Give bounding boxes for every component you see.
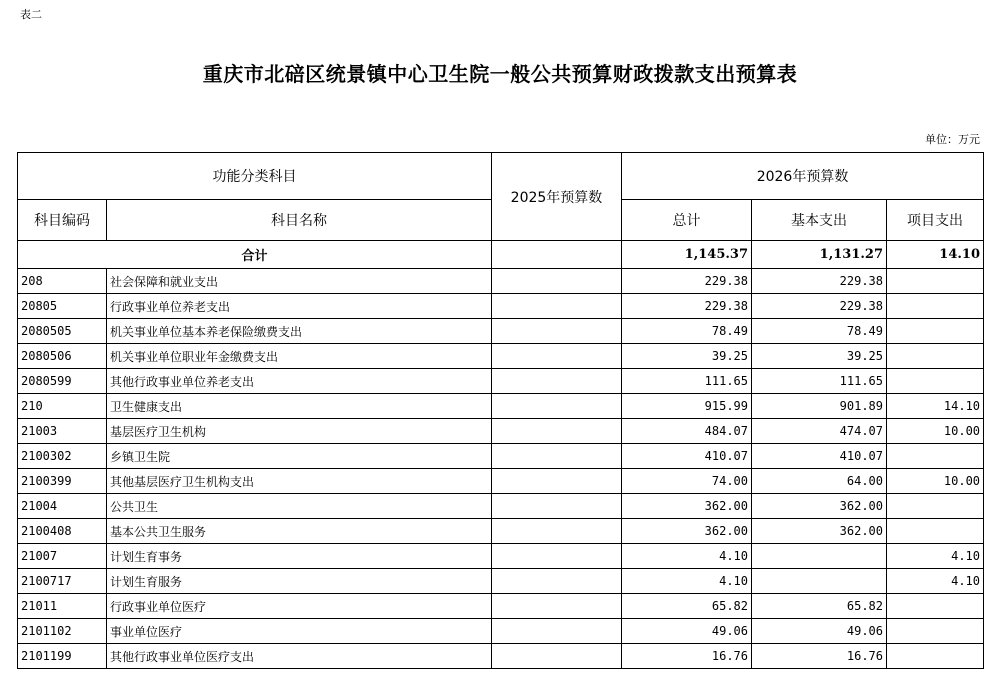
row-basic: 65.82 xyxy=(752,594,887,619)
table-number: 表二 xyxy=(20,8,42,21)
row-basic: 901.89 xyxy=(752,394,887,419)
row-project: 14.10 xyxy=(887,394,984,419)
row-project xyxy=(887,344,984,369)
row-prev xyxy=(492,294,622,319)
row-project xyxy=(887,644,984,669)
row-total: 229.38 xyxy=(622,269,752,294)
header-curr-year: 2026年预算数 xyxy=(622,153,984,200)
row-total: 111.65 xyxy=(622,369,752,394)
table-row xyxy=(18,294,984,319)
row-total: 4.10 xyxy=(622,544,752,569)
table-row xyxy=(18,494,984,519)
row-basic xyxy=(752,544,887,569)
row-total: 362.00 xyxy=(622,519,752,544)
row-project: 10.00 xyxy=(887,419,984,444)
budget-table xyxy=(17,152,984,669)
row-code: 2101102 xyxy=(18,619,107,644)
header-row-1 xyxy=(18,153,984,200)
row-total: 4.10 xyxy=(622,569,752,594)
row-name: 其他行政事业单位医疗支出 xyxy=(107,644,492,669)
page-title: 重庆市北碚区统景镇中心卫生院一般公共预算财政拨款支出预算表 xyxy=(202,62,798,86)
row-prev xyxy=(492,519,622,544)
row-project xyxy=(887,369,984,394)
row-project xyxy=(887,619,984,644)
table-row xyxy=(18,444,984,469)
row-basic xyxy=(752,569,887,594)
total-basic: 1,131.27 xyxy=(752,241,887,269)
row-name: 卫生健康支出 xyxy=(107,394,492,419)
row-project xyxy=(887,269,984,294)
total-row xyxy=(18,241,984,269)
row-basic: 16.76 xyxy=(752,644,887,669)
row-total: 49.06 xyxy=(622,619,752,644)
row-project xyxy=(887,319,984,344)
header-func-group: 功能分类科目 xyxy=(18,153,492,200)
table-row xyxy=(18,319,984,344)
row-prev xyxy=(492,444,622,469)
row-name: 公共卫生 xyxy=(107,494,492,519)
row-project: 4.10 xyxy=(887,569,984,594)
table-row xyxy=(18,544,984,569)
row-prev xyxy=(492,644,622,669)
row-project xyxy=(887,294,984,319)
header-name: 科目名称 xyxy=(107,200,492,241)
row-basic: 229.38 xyxy=(752,269,887,294)
row-total: 78.49 xyxy=(622,319,752,344)
table-row xyxy=(18,394,984,419)
row-code: 21004 xyxy=(18,494,107,519)
row-basic: 229.38 xyxy=(752,294,887,319)
header-basic: 基本支出 xyxy=(752,200,887,241)
row-name: 计划生育事务 xyxy=(107,544,492,569)
row-basic: 49.06 xyxy=(752,619,887,644)
row-name: 其他基层医疗卫生机构支出 xyxy=(107,469,492,494)
row-code: 208 xyxy=(18,269,107,294)
table-row xyxy=(18,619,984,644)
row-code: 2101199 xyxy=(18,644,107,669)
row-prev xyxy=(492,594,622,619)
row-basic: 78.49 xyxy=(752,319,887,344)
row-prev xyxy=(492,569,622,594)
row-prev xyxy=(492,319,622,344)
row-total: 39.25 xyxy=(622,344,752,369)
row-code: 2100717 xyxy=(18,569,107,594)
row-code: 210 xyxy=(18,394,107,419)
row-basic: 111.65 xyxy=(752,369,887,394)
row-total: 484.07 xyxy=(622,419,752,444)
row-project xyxy=(887,594,984,619)
row-name: 社会保障和就业支出 xyxy=(107,269,492,294)
table-row xyxy=(18,569,984,594)
row-code: 21011 xyxy=(18,594,107,619)
row-name: 计划生育服务 xyxy=(107,569,492,594)
header-total: 总计 xyxy=(622,200,752,241)
row-name: 其他行政事业单位养老支出 xyxy=(107,369,492,394)
row-prev xyxy=(492,344,622,369)
table-row xyxy=(18,269,984,294)
row-total: 65.82 xyxy=(622,594,752,619)
row-basic: 39.25 xyxy=(752,344,887,369)
unit-label: 单位：万元 xyxy=(925,133,980,146)
row-total: 410.07 xyxy=(622,444,752,469)
row-name: 基本公共卫生服务 xyxy=(107,519,492,544)
row-prev xyxy=(492,469,622,494)
table-row xyxy=(18,369,984,394)
row-prev xyxy=(492,369,622,394)
table-row xyxy=(18,519,984,544)
row-project: 4.10 xyxy=(887,544,984,569)
row-name: 机关事业单位职业年金缴费支出 xyxy=(107,344,492,369)
row-basic: 474.07 xyxy=(752,419,887,444)
total-total: 1,145.37 xyxy=(622,241,752,269)
header-project: 项目支出 xyxy=(887,200,984,241)
row-project: 10.00 xyxy=(887,469,984,494)
row-prev xyxy=(492,619,622,644)
row-name: 事业单位医疗 xyxy=(107,619,492,644)
row-total: 16.76 xyxy=(622,644,752,669)
row-code: 2080599 xyxy=(18,369,107,394)
total-label: 合计 xyxy=(18,241,492,269)
row-total: 915.99 xyxy=(622,394,752,419)
row-code: 2100408 xyxy=(18,519,107,544)
row-total: 229.38 xyxy=(622,294,752,319)
table-row xyxy=(18,644,984,669)
row-name: 基层医疗卫生机构 xyxy=(107,419,492,444)
row-prev xyxy=(492,419,622,444)
row-code: 2080505 xyxy=(18,319,107,344)
row-name: 行政事业单位养老支出 xyxy=(107,294,492,319)
total-prev xyxy=(492,241,622,269)
row-total: 362.00 xyxy=(622,494,752,519)
table-row xyxy=(18,344,984,369)
row-project xyxy=(887,519,984,544)
row-total: 74.00 xyxy=(622,469,752,494)
row-basic: 362.00 xyxy=(752,494,887,519)
row-code: 2100302 xyxy=(18,444,107,469)
row-project xyxy=(887,444,984,469)
row-basic: 410.07 xyxy=(752,444,887,469)
header-prev-year: 2025年预算数 xyxy=(492,153,622,241)
total-project: 14.10 xyxy=(887,241,984,269)
row-project xyxy=(887,494,984,519)
row-basic: 64.00 xyxy=(752,469,887,494)
row-code: 20805 xyxy=(18,294,107,319)
table-row xyxy=(18,469,984,494)
row-name: 行政事业单位医疗 xyxy=(107,594,492,619)
header-code: 科目编码 xyxy=(18,200,107,241)
row-prev xyxy=(492,494,622,519)
row-prev xyxy=(492,544,622,569)
table-row xyxy=(18,419,984,444)
row-prev xyxy=(492,269,622,294)
row-code: 2100399 xyxy=(18,469,107,494)
row-name: 机关事业单位基本养老保险缴费支出 xyxy=(107,319,492,344)
row-code: 21003 xyxy=(18,419,107,444)
row-basic: 362.00 xyxy=(752,519,887,544)
table-body xyxy=(18,241,984,669)
table-row xyxy=(18,594,984,619)
row-name: 乡镇卫生院 xyxy=(107,444,492,469)
row-code: 2080506 xyxy=(18,344,107,369)
row-prev xyxy=(492,394,622,419)
row-code: 21007 xyxy=(18,544,107,569)
